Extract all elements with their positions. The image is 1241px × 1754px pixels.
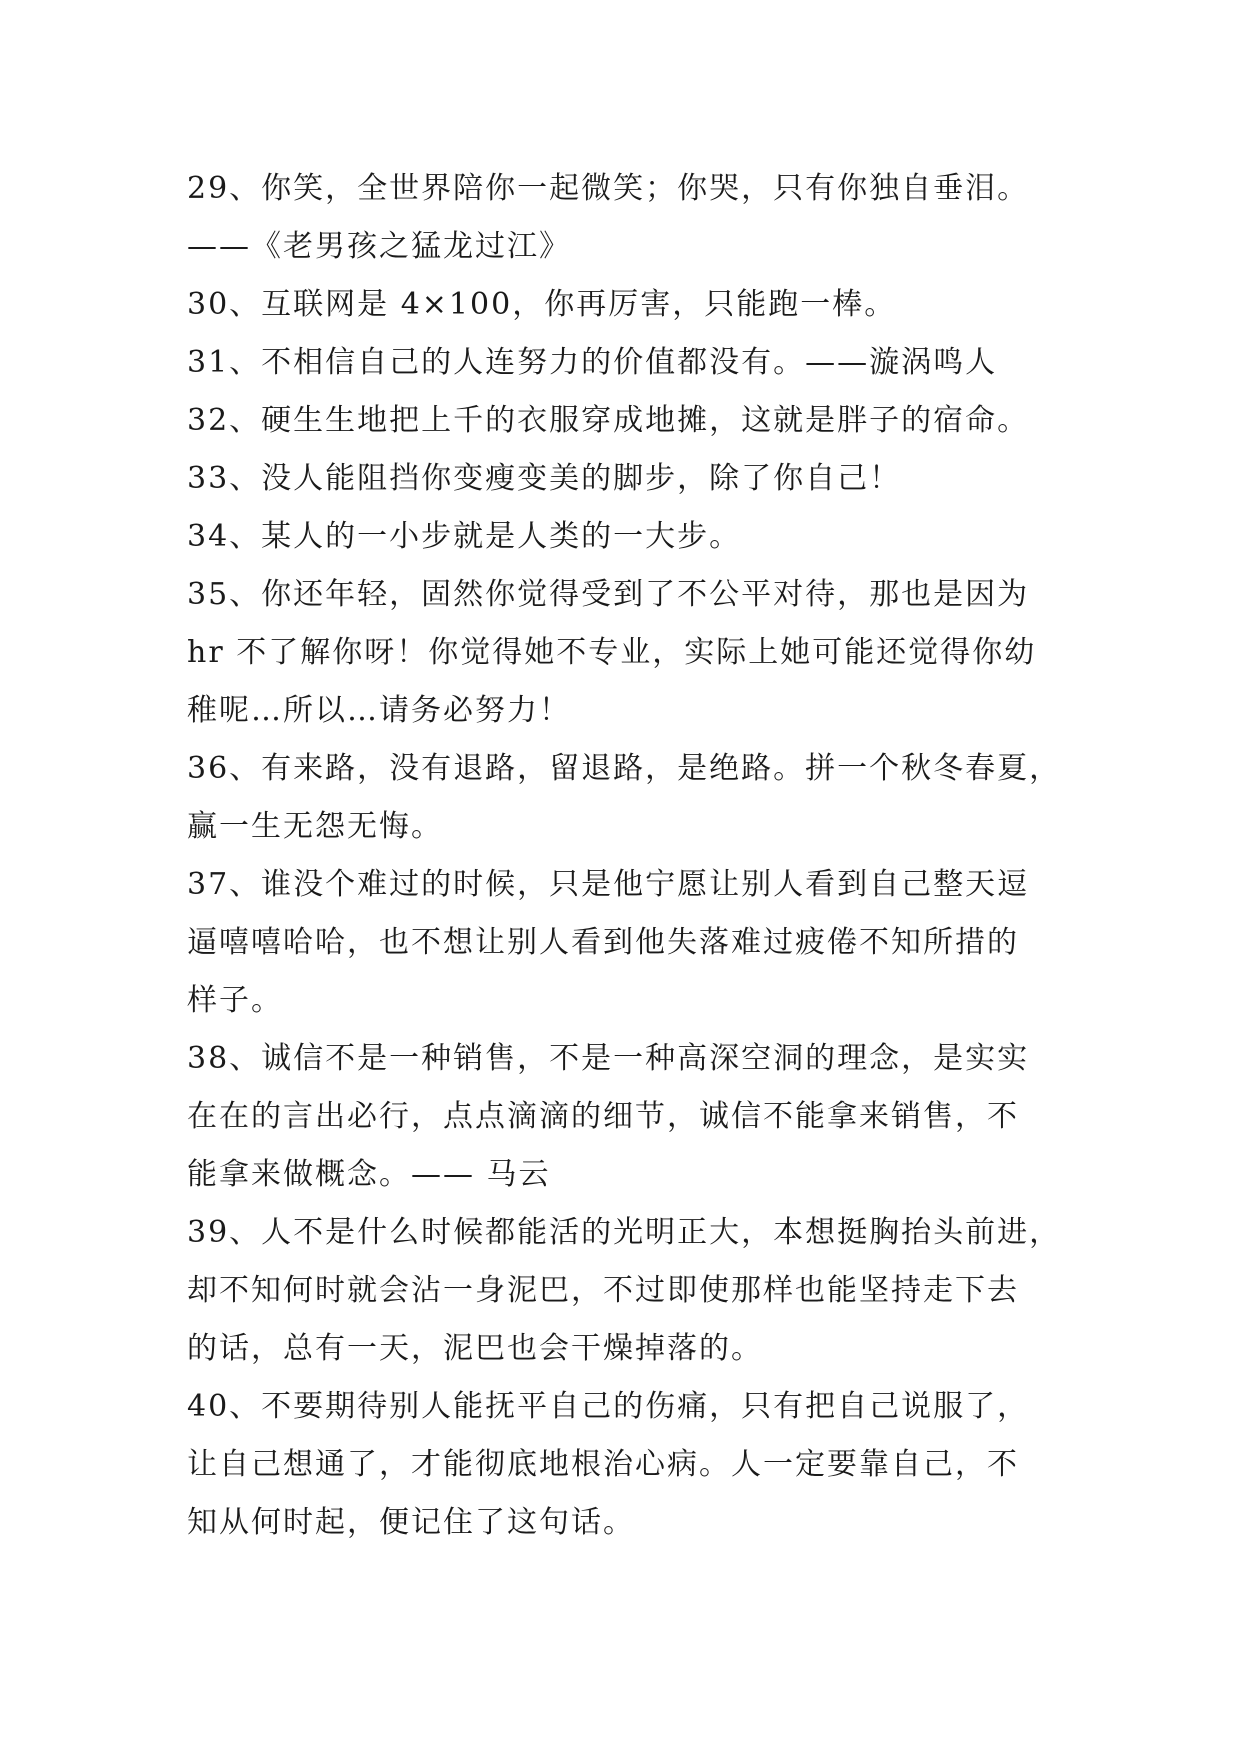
- text-line: 稚呢…所以…请务必努力！: [187, 693, 571, 728]
- text-line: 能拿来做概念。—— 马云: [187, 1157, 551, 1192]
- text-line: 33、没人能阻挡你变瘦变美的脚步，除了你自己！: [187, 461, 902, 496]
- text-line: 知从何时起，便记住了这句话。: [187, 1505, 635, 1540]
- text-line: 40、不要期待别人能抚平自己的伤痛，只有把自己说服了，: [187, 1389, 1030, 1424]
- text-line: 36、有来路，没有退路，留退路，是绝路。拼一个秋冬春夏，: [187, 751, 1062, 786]
- text-line: 34、某人的一小步就是人类的一大步。: [187, 519, 742, 554]
- text-line: 31、不相信自己的人连努力的价值都没有。——漩涡鸣人: [187, 345, 998, 380]
- text-line: 39、人不是什么时候都能活的光明正大，本想挺胸抬头前进，: [187, 1215, 1062, 1250]
- text-line: 32、硬生生地把上千的衣服穿成地摊，这就是胖子的宿命。: [187, 403, 1030, 438]
- text-line: 却不知何时就会沾一身泥巴，不过即使那样也能坚持走下去: [187, 1273, 1019, 1308]
- text-line: 38、诚信不是一种销售，不是一种高深空洞的理念，是实实: [187, 1041, 1030, 1076]
- text-line: 让自己想通了，才能彻底地根治心病。人一定要靠自己，不: [187, 1447, 1019, 1482]
- text-line: 逼嘻嘻哈哈，也不想让别人看到他失落难过疲倦不知所措的: [187, 925, 1019, 960]
- quote-list: [187, 160, 1077, 1552]
- text-line: 37、谁没个难过的时候，只是他宁愿让别人看到自己整天逗: [187, 867, 1030, 902]
- text-line: 35、你还年轻，固然你觉得受到了不公平对待，那也是因为: [187, 577, 1030, 612]
- text-line: 在在的言出必行，点点滴滴的细节，诚信不能拿来销售，不: [187, 1099, 1019, 1134]
- text-line: 30、互联网是 4×100，你再厉害，只能跑一棒。: [187, 287, 897, 322]
- text-line: hr 不了解你呀！你觉得她不专业，实际上她可能还觉得你幼: [187, 635, 1037, 670]
- text-line: 29、你笑，全世界陪你一起微笑；你哭，只有你独自垂泪。: [187, 171, 1030, 206]
- text-line: 样子。: [187, 983, 283, 1018]
- text-line: 的话，总有一天，泥巴也会干燥掉落的。: [187, 1331, 763, 1366]
- text-line: ——《老男孩之猛龙过江》: [187, 229, 571, 264]
- text-line: 赢一生无怨无悔。: [187, 809, 443, 844]
